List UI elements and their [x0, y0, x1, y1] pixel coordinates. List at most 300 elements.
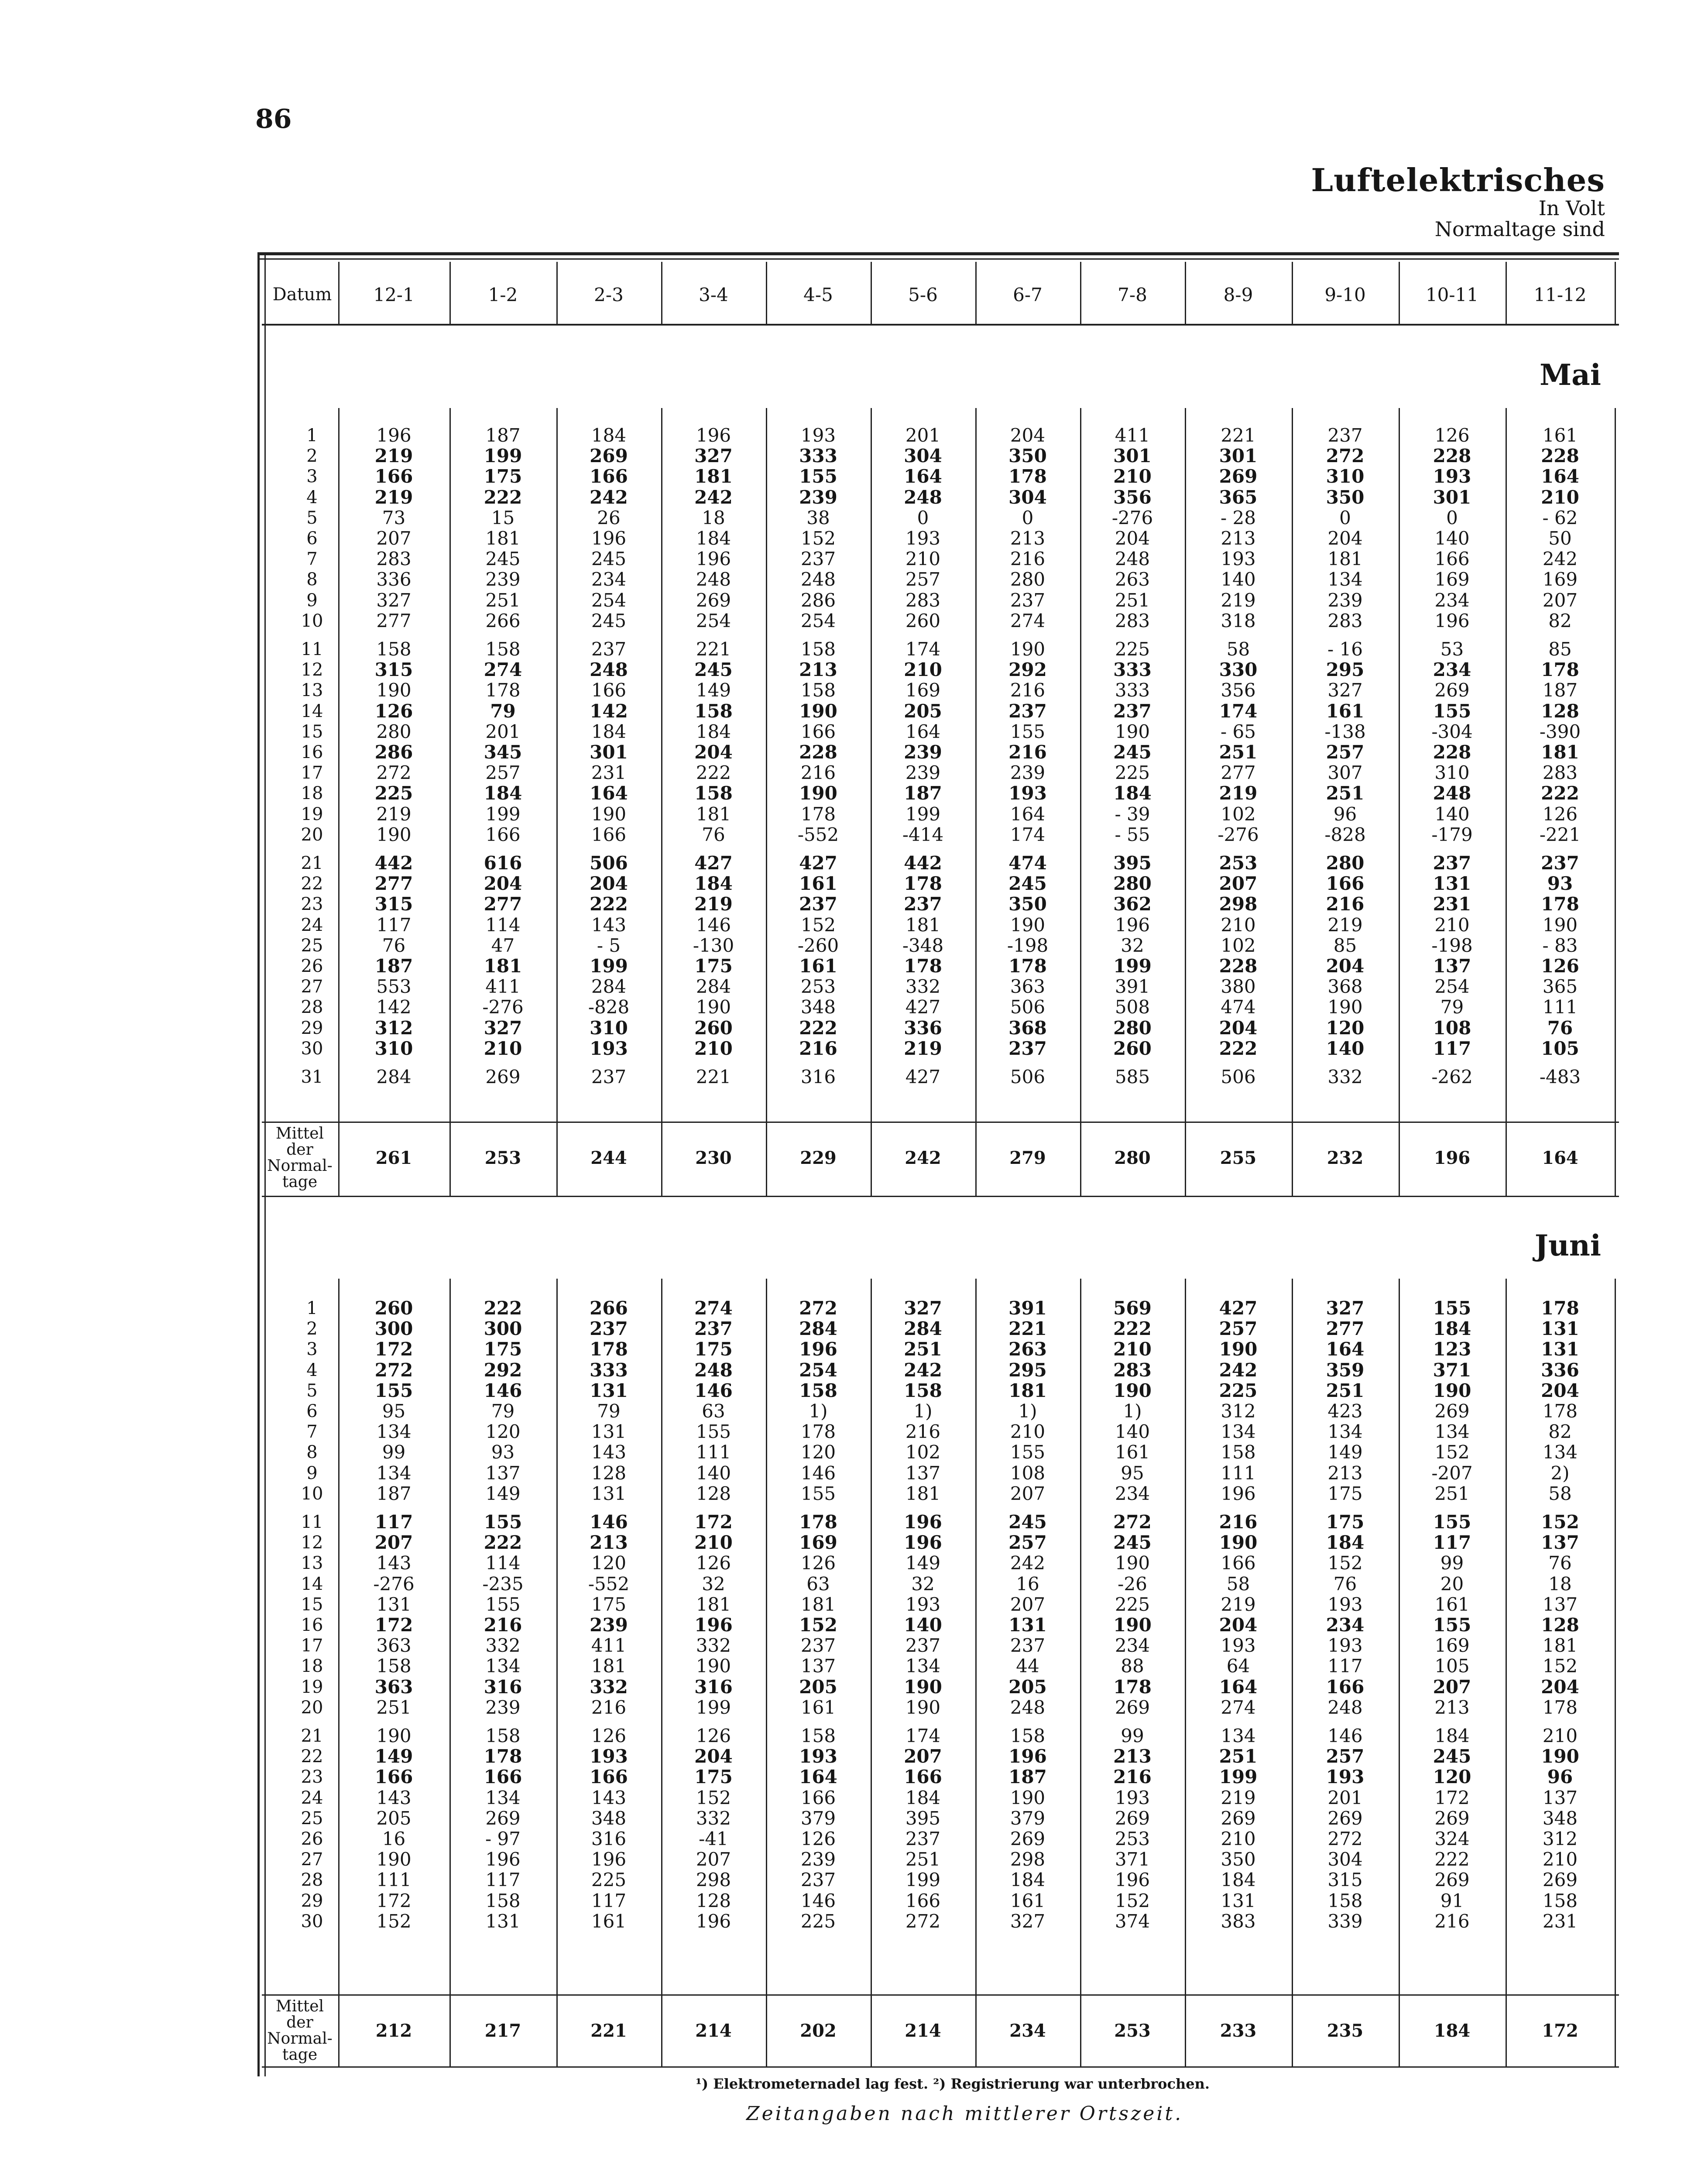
- value-cell: 269: [485, 1807, 521, 1829]
- column-header-hour: 8-9: [1223, 284, 1253, 305]
- value-cell: 245: [1008, 1511, 1047, 1533]
- value-cell: 187: [485, 425, 521, 446]
- value-cell: 79: [491, 1400, 515, 1422]
- value-cell: 181: [696, 1593, 731, 1615]
- value-cell: -207: [1431, 1462, 1473, 1484]
- header-column-rule: [766, 262, 767, 324]
- mittel-top-rule: [262, 1994, 1619, 1996]
- value-cell: 166: [1326, 873, 1365, 895]
- value-cell: 350: [1221, 1849, 1256, 1870]
- value-cell: 149: [905, 1552, 941, 1574]
- value-cell: 146: [484, 1379, 522, 1401]
- value-cell: 187: [1008, 1766, 1047, 1788]
- value-cell: 196: [591, 1849, 627, 1870]
- value-cell: 411: [591, 1635, 627, 1657]
- value-cell: 231: [1542, 1910, 1578, 1932]
- value-cell: -221: [1539, 823, 1581, 845]
- value-cell: -483: [1539, 1066, 1581, 1088]
- value-cell: 1): [913, 1400, 933, 1422]
- value-cell: 228: [1433, 741, 1471, 763]
- value-cell: 207: [1010, 1482, 1046, 1504]
- value-cell: 134: [1327, 1421, 1363, 1443]
- value-cell: 184: [1434, 1725, 1470, 1746]
- value-cell: 318: [1221, 610, 1256, 631]
- value-cell: 140: [1326, 1037, 1365, 1059]
- value-cell: 134: [1434, 1421, 1470, 1443]
- value-cell: 172: [694, 1511, 733, 1533]
- value-cell: 260: [905, 610, 941, 631]
- value-cell: 158: [800, 679, 836, 701]
- mittel-bottom-rule: [262, 2066, 1619, 2068]
- value-cell: 199: [696, 1696, 731, 1718]
- value-cell: 237: [904, 893, 942, 915]
- value-cell: 304: [1327, 1849, 1363, 1870]
- value-cell: 474: [1008, 852, 1047, 874]
- value-cell: 178: [800, 1421, 836, 1443]
- value-cell: 269: [1434, 1807, 1470, 1829]
- value-cell: 427: [694, 852, 733, 874]
- value-cell: 204: [1541, 1676, 1579, 1698]
- value-cell: 152: [799, 1614, 837, 1636]
- value-cell: 356: [1113, 486, 1152, 508]
- mittel-value: 212: [375, 2021, 412, 2041]
- value-cell: 181: [905, 1482, 941, 1504]
- value-cell: -179: [1431, 823, 1473, 845]
- value-cell: 277: [1221, 762, 1256, 784]
- mittel-value: 253: [1114, 2021, 1151, 2041]
- value-cell: 93: [491, 1441, 515, 1463]
- value-cell: 161: [800, 1696, 836, 1718]
- value-cell: 312: [374, 1017, 413, 1039]
- value-cell: 140: [904, 1614, 942, 1636]
- mittel-value: 184: [1434, 2021, 1471, 2041]
- value-cell: 310: [590, 1017, 628, 1039]
- value-cell: 277: [374, 873, 413, 895]
- value-cell: 190: [1115, 720, 1150, 742]
- value-cell: 134: [485, 1787, 521, 1808]
- value-cell: 350: [1008, 445, 1047, 467]
- value-cell: 184: [1326, 1532, 1365, 1554]
- value-cell: 166: [905, 1890, 941, 1911]
- value-cell: 32: [911, 1573, 935, 1595]
- mittel-value: 232: [1327, 1148, 1364, 1168]
- value-cell: 16: [1016, 1573, 1039, 1595]
- value-cell: 178: [1008, 466, 1047, 487]
- value-cell: 184: [1221, 1869, 1256, 1891]
- value-cell: 237: [694, 1318, 733, 1340]
- day-number: 24: [301, 1787, 323, 1808]
- mittel-value: 221: [590, 2021, 627, 2041]
- value-cell: 248: [1115, 548, 1150, 570]
- value-cell: 274: [694, 1297, 733, 1319]
- value-cell: 134: [1221, 1725, 1256, 1746]
- value-cell: 201: [1327, 1787, 1363, 1808]
- value-cell: 359: [1326, 1359, 1365, 1381]
- value-cell: 277: [376, 610, 412, 631]
- value-cell: 204: [694, 741, 733, 763]
- value-cell: 427: [799, 852, 837, 874]
- value-cell: 368: [1008, 1017, 1047, 1039]
- value-cell: 225: [591, 1869, 627, 1891]
- value-cell: 222: [484, 1532, 522, 1554]
- value-cell: 190: [799, 700, 837, 722]
- value-cell: 172: [376, 1890, 412, 1911]
- value-cell: 242: [590, 486, 628, 508]
- value-cell: 142: [376, 996, 412, 1018]
- value-cell: 362: [1113, 893, 1152, 915]
- day-number: 5: [306, 1380, 318, 1401]
- value-cell: 254: [696, 610, 731, 631]
- value-cell: 216: [800, 762, 836, 784]
- value-cell: 222: [799, 1017, 837, 1039]
- value-cell: 332: [696, 1807, 731, 1829]
- value-cell: 193: [905, 1593, 941, 1615]
- day-number: 23: [301, 894, 323, 915]
- value-cell: 332: [590, 1676, 628, 1698]
- value-cell: 300: [484, 1318, 522, 1340]
- day-number: 7: [306, 1422, 318, 1442]
- value-cell: 210: [1542, 1725, 1578, 1746]
- subtitle-note: Normaltage sind: [1434, 217, 1605, 241]
- value-cell: -260: [797, 934, 839, 956]
- value-cell: 178: [799, 1511, 837, 1533]
- value-cell: 76: [1547, 1017, 1573, 1039]
- value-cell: -235: [482, 1573, 524, 1595]
- day-number: 28: [301, 1870, 323, 1890]
- value-cell: 274: [484, 659, 522, 681]
- value-cell: 300: [374, 1318, 413, 1340]
- value-cell: 231: [1433, 893, 1471, 915]
- value-cell: 301: [1433, 486, 1471, 508]
- value-cell: 210: [904, 659, 942, 681]
- value-cell: 283: [1115, 610, 1150, 631]
- day-number: 13: [301, 680, 323, 701]
- value-cell: 143: [591, 1441, 627, 1463]
- value-cell: 251: [485, 589, 521, 611]
- page-number: 86: [255, 104, 292, 134]
- day-number: 29: [301, 1018, 323, 1038]
- value-cell: 374: [1115, 1910, 1150, 1932]
- value-cell: 237: [800, 1635, 836, 1657]
- value-cell: 108: [1010, 1462, 1046, 1484]
- value-cell: 210: [1434, 914, 1470, 936]
- value-cell: - 5: [597, 934, 621, 956]
- value-cell: 190: [1010, 638, 1046, 660]
- value-cell: 1): [809, 1400, 828, 1422]
- value-cell: 146: [800, 1462, 836, 1484]
- value-cell: 391: [1115, 976, 1150, 998]
- value-cell: 237: [1010, 1635, 1046, 1657]
- value-cell: 131: [485, 1910, 521, 1932]
- value-cell: 47: [491, 934, 515, 956]
- value-cell: 149: [485, 1482, 521, 1504]
- value-cell: 254: [800, 610, 836, 631]
- value-cell: 99: [1440, 1552, 1464, 1574]
- value-cell: 190: [1010, 1787, 1046, 1808]
- value-cell: 348: [591, 1807, 627, 1829]
- value-cell: 155: [799, 466, 837, 487]
- value-cell: 216: [1113, 1766, 1152, 1788]
- value-cell: 196: [485, 1849, 521, 1870]
- value-cell: 142: [590, 700, 628, 722]
- value-cell: 174: [905, 638, 941, 660]
- value-cell: 210: [1010, 1421, 1046, 1443]
- value-cell: 237: [590, 1318, 628, 1340]
- value-cell: 158: [1542, 1890, 1578, 1911]
- value-cell: 207: [1219, 873, 1258, 895]
- value-cell: 339: [1327, 1910, 1363, 1932]
- value-cell: 161: [1542, 425, 1578, 446]
- value-cell: -828: [588, 996, 630, 1018]
- value-cell: 239: [1327, 589, 1363, 611]
- value-cell: 184: [484, 782, 522, 804]
- value-cell: 251: [1219, 1746, 1258, 1767]
- value-cell: 213: [799, 659, 837, 681]
- value-cell: 158: [694, 782, 733, 804]
- value-cell: 333: [1113, 659, 1152, 681]
- value-cell: 190: [905, 1696, 941, 1718]
- value-cell: 216: [1010, 679, 1046, 701]
- value-cell: 196: [696, 548, 731, 570]
- value-cell: 272: [799, 1297, 837, 1319]
- day-number: 22: [301, 874, 323, 894]
- value-cell: 298: [696, 1869, 731, 1891]
- value-cell: 184: [591, 720, 627, 742]
- value-cell: 128: [696, 1890, 731, 1911]
- value-cell: 178: [904, 955, 942, 977]
- value-cell: 95: [382, 1400, 406, 1422]
- value-cell: 280: [1010, 569, 1046, 590]
- mittel-label: tage: [282, 2046, 318, 2064]
- value-cell: 237: [800, 1869, 836, 1891]
- value-cell: 219: [904, 1037, 942, 1059]
- value-cell: 269: [485, 1066, 521, 1088]
- value-cell: 196: [1115, 914, 1150, 936]
- value-cell: 128: [1541, 700, 1579, 722]
- value-cell: 166: [591, 679, 627, 701]
- value-cell: 158: [376, 1655, 412, 1677]
- value-cell: 245: [1008, 873, 1047, 895]
- value-cell: 251: [376, 1696, 412, 1718]
- value-cell: 237: [1433, 852, 1471, 874]
- value-cell: 196: [696, 1910, 731, 1932]
- value-cell: 1): [1018, 1400, 1037, 1422]
- value-cell: 234: [1433, 659, 1471, 681]
- value-cell: 155: [374, 1379, 413, 1401]
- value-cell: 158: [1327, 1890, 1363, 1911]
- value-cell: 190: [904, 1676, 942, 1698]
- value-cell: 181: [905, 914, 941, 936]
- day-number: 8: [306, 570, 318, 590]
- value-cell: 284: [376, 1066, 412, 1088]
- value-cell: 199: [905, 803, 941, 825]
- day-number: 11: [301, 639, 323, 659]
- header-column-rule: [1185, 262, 1186, 324]
- value-cell: 190: [1327, 996, 1363, 1018]
- value-cell: 82: [1548, 610, 1572, 631]
- table-left-rule: [257, 252, 260, 2076]
- value-cell: -276: [373, 1573, 415, 1595]
- value-cell: 175: [484, 1338, 522, 1360]
- value-cell: 210: [484, 1037, 522, 1059]
- value-cell: 95: [1121, 1462, 1144, 1484]
- header-column-rule: [1080, 262, 1081, 324]
- value-cell: 327: [1327, 679, 1363, 701]
- value-cell: 207: [1542, 589, 1578, 611]
- value-cell: 146: [800, 1890, 836, 1911]
- value-cell: 137: [1433, 955, 1471, 977]
- value-cell: 237: [905, 1828, 941, 1849]
- value-cell: 553: [376, 976, 412, 998]
- mittel-value: 172: [1542, 2021, 1578, 2041]
- value-cell: 178: [1541, 659, 1579, 681]
- value-cell: 199: [905, 1869, 941, 1891]
- value-cell: 117: [374, 1511, 413, 1533]
- value-cell: 172: [374, 1614, 413, 1636]
- column-header-hour: 2-3: [594, 284, 624, 305]
- value-cell: 181: [800, 1593, 836, 1615]
- value-cell: 193: [1327, 1635, 1363, 1657]
- day-number: 10: [301, 1483, 323, 1504]
- value-cell: 423: [1327, 1400, 1363, 1422]
- value-cell: 204: [1326, 955, 1365, 977]
- mittel-label: tage: [282, 1173, 318, 1191]
- day-number: 25: [301, 1808, 323, 1829]
- value-cell: 251: [1115, 589, 1150, 611]
- value-cell: 251: [1219, 741, 1258, 763]
- value-cell: 85: [1333, 934, 1357, 956]
- value-cell: 327: [1010, 1910, 1046, 1932]
- mittel-value: 164: [1542, 1148, 1578, 1168]
- value-cell: - 62: [1542, 507, 1578, 528]
- value-cell: 248: [590, 659, 628, 681]
- value-cell: 193: [799, 1746, 837, 1767]
- value-cell: 117: [1433, 1532, 1471, 1554]
- value-cell: 269: [1219, 466, 1258, 487]
- value-cell: 222: [590, 893, 628, 915]
- value-cell: 190: [1113, 1379, 1152, 1401]
- value-cell: 245: [694, 659, 733, 681]
- value-cell: 134: [376, 1421, 412, 1443]
- value-cell: 114: [485, 1552, 521, 1574]
- value-cell: 117: [1433, 1037, 1471, 1059]
- value-cell: 126: [800, 1828, 836, 1849]
- value-cell: 166: [484, 1766, 522, 1788]
- mittel-bottom-rule: [262, 1196, 1619, 1197]
- value-cell: 257: [485, 762, 521, 784]
- value-cell: 199: [484, 445, 522, 467]
- value-cell: 506: [1221, 1066, 1256, 1088]
- value-cell: 164: [1219, 1676, 1258, 1698]
- day-number: 28: [301, 997, 323, 1018]
- value-cell: 166: [374, 466, 413, 487]
- value-cell: 201: [905, 425, 941, 446]
- value-cell: 175: [484, 466, 522, 487]
- day-number: 18: [301, 1656, 323, 1677]
- value-cell: -26: [1118, 1573, 1147, 1595]
- value-cell: 120: [485, 1421, 521, 1443]
- column-header-hour: 10-11: [1425, 284, 1479, 305]
- value-cell: 207: [904, 1746, 942, 1767]
- value-cell: 181: [694, 466, 733, 487]
- value-cell: 196: [376, 425, 412, 446]
- value-cell: 102: [905, 1441, 941, 1463]
- column-header-hour: 1-2: [488, 284, 518, 305]
- day-number: 21: [301, 853, 323, 873]
- value-cell: 222: [1219, 1037, 1258, 1059]
- value-cell: 44: [1016, 1655, 1039, 1677]
- value-cell: 395: [905, 1807, 941, 1829]
- value-cell: 196: [591, 528, 627, 549]
- value-cell: - 55: [1115, 823, 1150, 845]
- value-cell: 178: [484, 1746, 522, 1767]
- value-cell: 178: [1542, 1400, 1578, 1422]
- value-cell: 363: [374, 1676, 413, 1698]
- value-cell: 175: [1327, 1482, 1363, 1504]
- value-cell: 219: [1221, 1593, 1256, 1615]
- day-number: 31: [301, 1067, 323, 1087]
- value-cell: 76: [702, 823, 725, 845]
- day-number: 25: [301, 935, 323, 956]
- value-cell: 193: [590, 1037, 628, 1059]
- value-cell: 166: [1221, 1552, 1256, 1574]
- day-number: 23: [301, 1767, 323, 1787]
- value-cell: 193: [1327, 1593, 1363, 1615]
- value-cell: 184: [696, 528, 731, 549]
- value-cell: 368: [1327, 976, 1363, 998]
- header-column-rule: [338, 262, 340, 324]
- value-cell: 140: [1434, 528, 1470, 549]
- value-cell: 178: [800, 803, 836, 825]
- value-cell: 253: [1219, 852, 1258, 874]
- value-cell: 126: [374, 700, 413, 722]
- value-cell: - 83: [1542, 934, 1578, 956]
- day-number: 26: [301, 1829, 323, 1849]
- mittel-value: 196: [1434, 1148, 1471, 1168]
- column-header-hour: 4-5: [803, 284, 833, 305]
- value-cell: 58: [1548, 1482, 1572, 1504]
- value-cell: 50: [1548, 528, 1572, 549]
- value-cell: 137: [1541, 1532, 1579, 1554]
- day-number: 29: [301, 1890, 323, 1911]
- value-cell: 272: [905, 1910, 941, 1932]
- value-cell: 237: [591, 1066, 627, 1088]
- value-cell: 272: [374, 1359, 413, 1381]
- value-cell: 131: [591, 1482, 627, 1504]
- value-cell: 178: [1113, 1676, 1152, 1698]
- value-cell: 242: [1010, 1552, 1046, 1574]
- value-cell: 76: [1548, 1552, 1572, 1574]
- value-cell: 245: [591, 548, 627, 570]
- value-cell: 228: [1433, 445, 1471, 467]
- value-cell: 301: [1219, 445, 1258, 467]
- value-cell: 181: [484, 955, 522, 977]
- value-cell: 506: [1010, 1066, 1046, 1088]
- value-cell: 143: [376, 1787, 412, 1808]
- value-cell: -276: [1218, 823, 1259, 845]
- value-cell: 474: [1221, 996, 1256, 1018]
- value-cell: 120: [1326, 1017, 1365, 1039]
- day-number: 9: [306, 1463, 318, 1483]
- day-number: 20: [301, 824, 323, 845]
- value-cell: 207: [696, 1849, 731, 1870]
- value-cell: 219: [374, 486, 413, 508]
- day-number: 26: [301, 956, 323, 976]
- footer-note: Zeitangaben nach mittlerer Ortszeit.: [746, 2103, 1183, 2125]
- value-cell: 193: [905, 528, 941, 549]
- value-cell: 234: [1434, 589, 1470, 611]
- value-cell: 222: [696, 762, 731, 784]
